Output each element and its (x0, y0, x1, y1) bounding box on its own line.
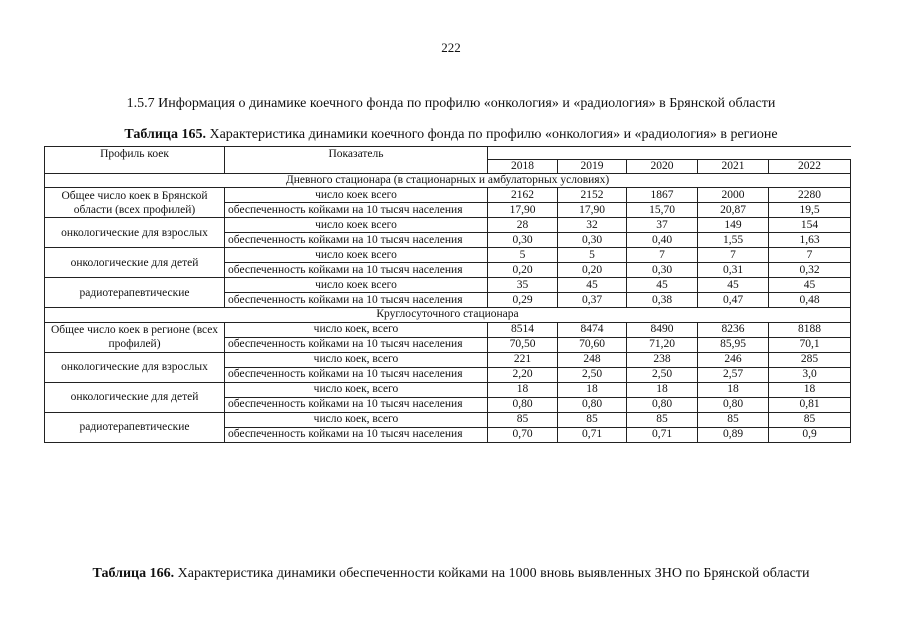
profile-cell: Общее число коек в Брянской области (всех профилей) (45, 188, 225, 218)
value-cell: 5 (558, 248, 627, 263)
table-166-title-text: Характеристика динамики обеспеченности койками на 1000 вновь выявленных ЗНО по Брянской области (174, 566, 810, 581)
header-indicator: Показатель (225, 147, 488, 174)
value-cell: 32 (558, 218, 627, 233)
value-cell: 5 (488, 248, 558, 263)
value-cell: 70,50 (488, 337, 558, 352)
profile-cell: онкологические для взрослых (45, 352, 225, 382)
value-cell: 0,48 (769, 293, 851, 308)
indicator-cell: число коек всего (225, 248, 488, 263)
value-cell: 18 (698, 382, 769, 397)
value-cell: 0,80 (627, 397, 698, 412)
value-cell: 1,55 (698, 233, 769, 248)
header-year: 2019 (558, 160, 627, 174)
value-cell: 71,20 (627, 337, 698, 352)
value-cell: 8236 (698, 322, 769, 337)
indicator-cell: число коек, всего (225, 352, 488, 367)
value-cell: 3,0 (769, 367, 851, 382)
value-cell: 0,29 (488, 293, 558, 308)
table-166-title (0, 566, 902, 582)
value-cell: 19,5 (769, 203, 851, 218)
indicator-cell: обеспеченность койками на 10 тысяч населения (225, 427, 488, 442)
table-165-title (0, 127, 902, 143)
value-cell: 248 (558, 352, 627, 367)
table-row (45, 248, 851, 263)
value-cell: 246 (698, 352, 769, 367)
indicator-cell: число коек всего (225, 188, 488, 203)
value-cell: 0,89 (698, 427, 769, 442)
value-cell: 18 (558, 382, 627, 397)
header-year: 2018 (488, 160, 558, 174)
value-cell: 238 (627, 352, 698, 367)
profile-cell: радиотерапевтические (45, 278, 225, 308)
value-cell: 0,30 (488, 233, 558, 248)
value-cell: 18 (488, 382, 558, 397)
section-title: Круглосуточного стационара (45, 308, 851, 322)
value-cell: 35 (488, 278, 558, 293)
value-cell: 1867 (627, 188, 698, 203)
table-row (45, 188, 851, 203)
value-cell: 0,81 (769, 397, 851, 412)
indicator-cell: обеспеченность койками на 10 тысяч населения (225, 203, 488, 218)
indicator-cell: обеспеченность койками на 10 тысяч населения (225, 397, 488, 412)
value-cell: 70,60 (558, 337, 627, 352)
table-row (45, 218, 851, 233)
profile-cell: онкологические для взрослых (45, 218, 225, 248)
value-cell: 15,70 (627, 203, 698, 218)
profile-cell: радиотерапевтические (45, 412, 225, 442)
value-cell: 18 (769, 382, 851, 397)
table-165-label: Таблица 165. (124, 127, 206, 142)
profile-cell: онкологические для детей (45, 382, 225, 412)
value-cell: 0,80 (558, 397, 627, 412)
profile-cell: онкологические для детей (45, 248, 225, 278)
value-cell: 0,20 (558, 263, 627, 278)
value-cell: 154 (769, 218, 851, 233)
value-cell: 17,90 (558, 203, 627, 218)
indicator-cell: число коек, всего (225, 412, 488, 427)
table-166-label: Таблица 166. (92, 566, 175, 581)
value-cell: 37 (627, 218, 698, 233)
value-cell: 8188 (769, 322, 851, 337)
value-cell: 0,80 (698, 397, 769, 412)
value-cell: 85 (558, 412, 627, 427)
value-cell: 0,40 (627, 233, 698, 248)
value-cell: 28 (488, 218, 558, 233)
value-cell: 0,9 (769, 427, 851, 442)
indicator-cell: обеспеченность койками на 10 тысяч населения (225, 367, 488, 382)
table-row (45, 278, 851, 293)
profile-cell: Общее число коек в регионе (всех профилей) (45, 322, 225, 352)
section-heading: 1.5.7 Информация о динамике коечного фонда по профилю «онкология» и «радиология» в Брянской области (126, 96, 776, 111)
header-year: 2020 (627, 160, 698, 174)
value-cell: 2000 (698, 188, 769, 203)
value-cell: 45 (769, 278, 851, 293)
indicator-cell: число коек всего (225, 278, 488, 293)
value-cell: 8490 (627, 322, 698, 337)
value-cell: 85 (698, 412, 769, 427)
section-title: Дневного стационара (в стационарных и амбулаторных условиях) (45, 174, 851, 188)
value-cell: 8514 (488, 322, 558, 337)
value-cell: 0,47 (698, 293, 769, 308)
indicator-cell: обеспеченность койками на 10 тысяч населения (225, 337, 488, 352)
value-cell: 285 (769, 352, 851, 367)
table-row (45, 322, 851, 337)
value-cell: 18 (627, 382, 698, 397)
value-cell: 2,50 (558, 367, 627, 382)
value-cell: 0,80 (488, 397, 558, 412)
value-cell: 7 (769, 248, 851, 263)
indicator-cell: обеспеченность койками на 10 тысяч населения (225, 233, 488, 248)
table-row (45, 412, 851, 427)
value-cell: 85 (488, 412, 558, 427)
value-cell: 2,50 (627, 367, 698, 382)
value-cell: 0,31 (698, 263, 769, 278)
value-cell: 45 (627, 278, 698, 293)
value-cell: 0,71 (627, 427, 698, 442)
value-cell: 0,20 (488, 263, 558, 278)
value-cell: 1,63 (769, 233, 851, 248)
value-cell: 85 (627, 412, 698, 427)
value-cell: 7 (698, 248, 769, 263)
indicator-cell: обеспеченность койками на 10 тысяч населения (225, 293, 488, 308)
table-row (45, 382, 851, 397)
page-number: 222 (441, 40, 461, 55)
value-cell: 2162 (488, 188, 558, 203)
value-cell: 7 (627, 248, 698, 263)
value-cell: 2,20 (488, 367, 558, 382)
value-cell: 0,38 (627, 293, 698, 308)
value-cell: 0,32 (769, 263, 851, 278)
header-year: 2021 (698, 160, 769, 174)
header-years-spacer (488, 147, 851, 160)
value-cell: 0,30 (558, 233, 627, 248)
value-cell: 0,70 (488, 427, 558, 442)
value-cell: 2,57 (698, 367, 769, 382)
value-cell: 17,90 (488, 203, 558, 218)
value-cell: 0,71 (558, 427, 627, 442)
value-cell: 45 (698, 278, 769, 293)
table-165-title-text: Характеристика динамики коечного фонда по профилю «онкология» и «радиология» в регионе (205, 127, 778, 142)
value-cell: 85 (769, 412, 851, 427)
value-cell: 149 (698, 218, 769, 233)
indicator-cell: число коек, всего (225, 322, 488, 337)
table-row (45, 352, 851, 367)
value-cell: 221 (488, 352, 558, 367)
value-cell: 85,95 (698, 337, 769, 352)
header-year: 2022 (769, 160, 851, 174)
indicator-cell: число коек всего (225, 218, 488, 233)
value-cell: 0,30 (627, 263, 698, 278)
header-profile: Профиль коек (45, 147, 225, 174)
value-cell: 2152 (558, 188, 627, 203)
value-cell: 2280 (769, 188, 851, 203)
bed-fund-table (44, 146, 851, 443)
value-cell: 20,87 (698, 203, 769, 218)
value-cell: 70,1 (769, 337, 851, 352)
value-cell: 0,37 (558, 293, 627, 308)
indicator-cell: обеспеченность койками на 10 тысяч населения (225, 263, 488, 278)
value-cell: 8474 (558, 322, 627, 337)
value-cell: 45 (558, 278, 627, 293)
indicator-cell: число коек, всего (225, 382, 488, 397)
